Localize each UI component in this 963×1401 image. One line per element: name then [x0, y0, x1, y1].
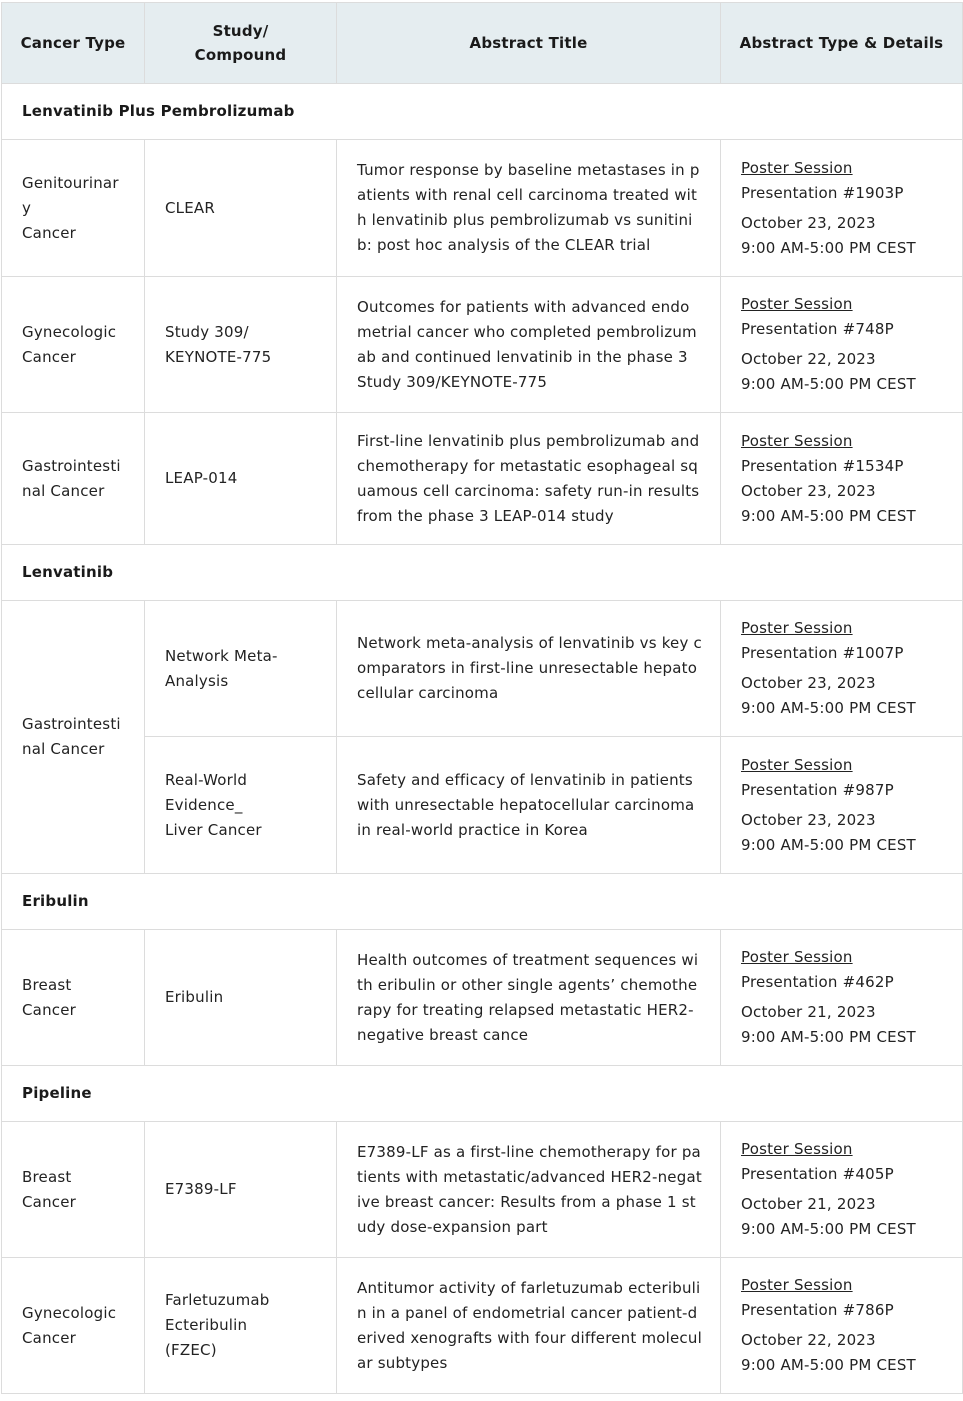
cancer-type-text: Cancer: [22, 223, 77, 242]
header-abstract-title: Abstract Title: [337, 3, 721, 84]
study-text: Eribulin: [165, 988, 224, 1006]
cancer-type-cell: [2, 601, 145, 874]
poster-session-link[interactable]: Poster Session: [741, 755, 853, 774]
abstract-title-cell: E7389-LF as a first-line chemotherapy for patients with metastatic/advanced HER2-negative breast cancer: Results from a phase 1 study dose-expansion part: [337, 1122, 721, 1258]
cancer-type-text: Cancer: [22, 1000, 77, 1019]
cancer-type-text: Gynecologic: [22, 1303, 117, 1322]
presentation-date: October 23, 2023: [741, 481, 876, 500]
study-text: Analysis: [165, 671, 229, 690]
study-cell: [145, 930, 337, 1066]
study-text: Study 309/: [165, 322, 249, 341]
study-cell: [145, 413, 337, 545]
presentation-time: 9:00 AM-5:00 PM CEST: [741, 1028, 916, 1046]
presentation-date: October 21, 2023: [741, 1195, 876, 1213]
study-text: KEYNOTE-775: [165, 347, 272, 366]
details-cell: [721, 277, 963, 413]
presentation-number: Presentation #786P: [741, 1301, 894, 1319]
cancer-type-cell: [2, 1122, 145, 1258]
table-row: [2, 413, 963, 545]
cancer-type-cell: [2, 277, 145, 413]
details-cell: [721, 140, 963, 277]
cancer-type-text: Cancer: [22, 1192, 77, 1211]
abstract-title-cell: Antitumor activity of farletuzumab ecteribulin in a panel of endometrial cancer patient-derived xenografts with four different molecular subtypes: [337, 1258, 721, 1394]
presentation-time: 9:00 AM-5:00 PM CEST: [741, 835, 916, 854]
header-abstract-details: Abstract Type & Details: [721, 3, 963, 84]
details-cell: [721, 737, 963, 874]
presentation-time: 9:00 AM-5:00 PM CEST: [741, 1220, 916, 1238]
presentation-time: 9:00 AM-5:00 PM CEST: [741, 506, 916, 525]
presentation-time: 9:00 AM-5:00 PM CEST: [741, 375, 916, 393]
poster-session-link[interactable]: Poster Session: [741, 619, 853, 637]
study-cell: [145, 737, 337, 874]
abstract-title-cell: Safety and efficacy of lenvatinib in patients with unresectable hepatocellular carcinoma in real-world practice in Korea: [337, 737, 721, 874]
abstracts-table: [1, 2, 963, 1394]
section-title: Eribulin: [2, 874, 963, 930]
details-cell: [721, 930, 963, 1066]
presentation-number: Presentation #462P: [741, 973, 894, 991]
study-text: Farletuzumab: [165, 1291, 270, 1309]
table-row: [2, 930, 963, 1066]
presentation-date: October 23, 2023: [741, 674, 876, 692]
study-text: Real-World: [165, 770, 248, 789]
presentation-time: 9:00 AM-5:00 PM CEST: [741, 238, 916, 257]
presentation-date: October 22, 2023: [741, 1331, 876, 1349]
study-cell: [145, 601, 337, 737]
poster-session-link[interactable]: Poster Session: [741, 1140, 853, 1158]
poster-session-link[interactable]: Poster Session: [741, 295, 853, 313]
poster-session-link[interactable]: Poster Session: [741, 948, 853, 966]
table-row: [2, 601, 963, 737]
table-row: [2, 1122, 963, 1258]
cancer-type-text: Cancer: [22, 1328, 77, 1347]
table-row: [2, 1258, 963, 1394]
cancer-type-text: Cancer: [22, 347, 77, 366]
section-row: [2, 874, 963, 930]
section-title: Pipeline: [2, 1066, 963, 1122]
section-title: Lenvatinib: [2, 545, 963, 601]
section-row: [2, 1066, 963, 1122]
poster-session-link[interactable]: Poster Session: [741, 431, 853, 450]
presentation-time: 9:00 AM-5:00 PM CEST: [741, 699, 916, 717]
study-text: Liver Cancer: [165, 820, 262, 839]
cancer-type-text: Gastrointesti: [22, 715, 121, 733]
presentation-date: October 23, 2023: [741, 213, 876, 232]
section-title: Lenvatinib Plus Pembrolizumab: [2, 84, 963, 140]
abstract-title-cell: First-line lenvatinib plus pembrolizumab and chemotherapy for metastatic esophageal squamous cell carcinoma: safety run-in results from the phase 3 LEAP-014 study: [337, 413, 721, 545]
table-row: [2, 737, 963, 874]
cancer-type-text: Breast: [22, 975, 72, 994]
section-row: [2, 545, 963, 601]
cancer-type-cell: [2, 413, 145, 545]
header-cancer-type: Cancer Type: [2, 3, 145, 84]
presentation-number: Presentation #405P: [741, 1165, 894, 1183]
abstract-title-cell: Outcomes for patients with advanced endometrial cancer who completed pembrolizumab and continued lenvatinib in the phase 3 Study 309/KEYNOTE-775: [337, 277, 721, 413]
study-cell: [145, 1122, 337, 1258]
presentation-time: 9:00 AM-5:00 PM CEST: [741, 1356, 916, 1374]
cancer-type-text: nal Cancer: [22, 740, 105, 758]
study-text: Ecteribulin: [165, 1316, 248, 1334]
details-cell: [721, 413, 963, 545]
header-study-compound: [145, 3, 337, 84]
presentation-number: Presentation #1007P: [741, 644, 904, 662]
presentation-date: October 23, 2023: [741, 810, 876, 829]
cancer-type-text: Breast: [22, 1167, 72, 1186]
cancer-type-text: Genitourinary: [22, 173, 119, 217]
cancer-type-cell: [2, 930, 145, 1066]
presentation-number: Presentation #987P: [741, 780, 894, 799]
details-cell: [721, 601, 963, 737]
presentation-number: Presentation #1903P: [741, 183, 904, 202]
study-text: Evidence_: [165, 795, 243, 814]
section-row: [2, 84, 963, 140]
details-cell: [721, 1258, 963, 1394]
poster-session-link[interactable]: Poster Session: [741, 1276, 853, 1294]
study-text: LEAP-014: [165, 469, 238, 487]
study-cell: [145, 140, 337, 277]
presentation-date: October 22, 2023: [741, 350, 876, 368]
cancer-type-text: Gastrointesti: [22, 456, 121, 475]
study-text: E7389-LF: [165, 1180, 237, 1198]
abstract-title-cell: Tumor response by baseline metastases in patients with renal cell carcinoma treated with lenvatinib plus pembrolizumab vs sunitinib: post hoc analysis of the CLEAR trial: [337, 140, 721, 277]
header-study-line2: Compound: [194, 46, 287, 64]
header-row: [2, 3, 963, 84]
cancer-type-cell: [2, 140, 145, 277]
study-text: (FZEC): [165, 1341, 217, 1359]
table-row: [2, 277, 963, 413]
abstract-title-cell: Network meta-analysis of lenvatinib vs key comparators in first-line unresectable hepatocellular carcinoma: [337, 601, 721, 737]
details-cell: [721, 1122, 963, 1258]
cancer-type-text: Gynecologic: [22, 322, 117, 341]
poster-session-link[interactable]: Poster Session: [741, 158, 853, 177]
study-cell: [145, 277, 337, 413]
study-text: CLEAR: [165, 198, 215, 217]
presentation-date: October 21, 2023: [741, 1003, 876, 1021]
header-study-line1: Study/: [212, 22, 269, 40]
presentation-number: Presentation #748P: [741, 320, 894, 338]
cancer-type-text: nal Cancer: [22, 481, 105, 500]
study-cell: [145, 1258, 337, 1394]
table-row: [2, 140, 963, 277]
cancer-type-cell: [2, 1258, 145, 1394]
abstract-title-cell: Health outcomes of treatment sequences with eribulin or other single agents’ chemotherapy for treating relapsed metastatic HER2-negative breast cance: [337, 930, 721, 1066]
study-text: Network Meta-: [165, 646, 278, 665]
presentation-number: Presentation #1534P: [741, 456, 904, 475]
